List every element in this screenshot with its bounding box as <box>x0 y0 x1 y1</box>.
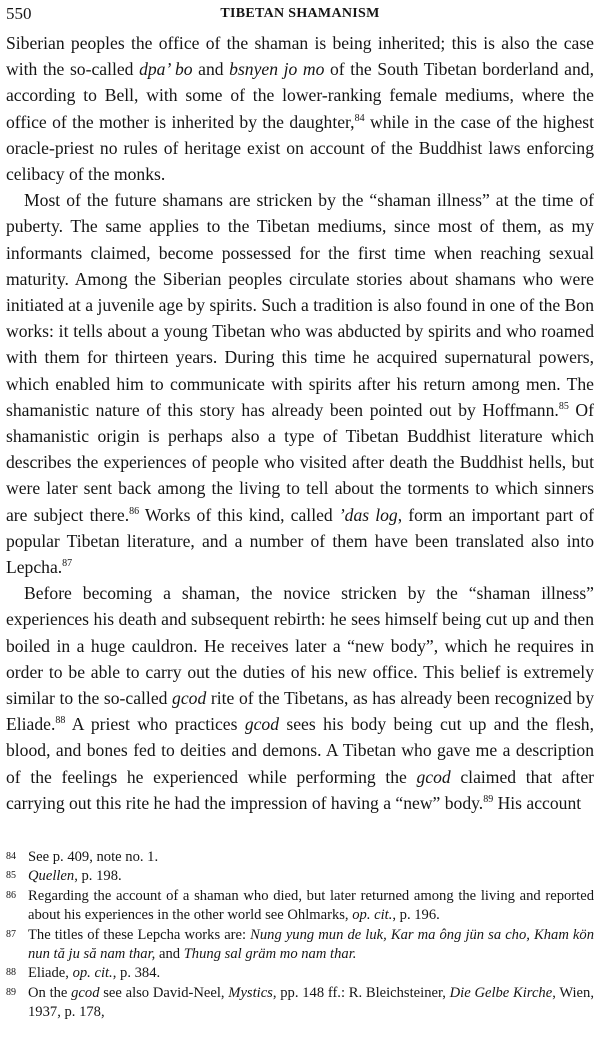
text-run: while in the case of the highest oracle-priest no rules of heritage exist on account of the Buddhist laws enforcing celibacy of the monks. <box>6 111 594 185</box>
footnote-number: 88 <box>6 967 16 979</box>
text-run: rite of the Tibetans, as has already been recognized by Eliade. <box>6 688 594 735</box>
footnotes <box>6 848 594 1023</box>
footnote-number: 86 <box>6 889 16 901</box>
footnote <box>6 848 594 867</box>
text-run: Works of this kind, called <box>139 504 339 525</box>
italic-text: gcod <box>71 984 100 1001</box>
text-run: claimed that after carrying out this rite he had the impression of having a “new” body. <box>6 766 594 813</box>
footnote-number: 87 <box>6 928 16 940</box>
italic-text: gcod <box>416 766 451 787</box>
text-run: sees his body being cut up and the flesh, blood, and bones fed to deities and demons. A Tibetan who gave me a description of the feelings he experienced while performing the <box>6 714 594 787</box>
paragraph <box>6 30 594 187</box>
italic-text: gcod <box>244 714 280 735</box>
text-run: see also David-Neel, <box>99 984 229 1001</box>
text-run: and <box>155 946 184 963</box>
note-ref: 89 <box>483 794 494 806</box>
italic-text: gcod <box>172 688 207 709</box>
text-run: , pp. 148 ff.: R. Bleichsteiner, <box>272 984 450 1001</box>
footnote <box>6 984 594 1023</box>
text-run: of the South Tibetan borderland and, according to Bell, with some of the lower-ranking female mediums, where the office of the mother is inherited by the daughter, <box>6 59 594 132</box>
text-run: Of shamanistic origin is perhaps also a type of Tibetan Buddhist literature which describes the experiences of people who visited after death the Buddhist hells, but were later sent back among the living to tell about the torments to which sinners are subject there. <box>6 399 594 525</box>
note-ref: 88 <box>55 715 66 727</box>
italic-text: Thung sal gräm mo nam thar. <box>183 946 357 963</box>
body-text <box>6 30 594 816</box>
text-run: His account <box>493 792 582 813</box>
note-ref: 84 <box>354 112 365 124</box>
paragraph <box>6 187 594 580</box>
paragraph <box>6 580 594 816</box>
italic-text: op. cit. <box>352 907 393 924</box>
footnote <box>6 887 594 926</box>
page-header <box>6 4 594 28</box>
text-run: Siberian peoples the office of the shaman is being inherited; this is also the case with the so-called <box>6 33 594 80</box>
italic-text: op. cit. <box>72 965 113 982</box>
text-run: See p. 409, note no. 1. <box>28 849 159 865</box>
footnote-number: 85 <box>6 870 16 882</box>
text-run: , Wien, 1937, p. 178, <box>28 984 594 1021</box>
text-run: , p. 196. <box>392 907 440 924</box>
italic-text: Nung yung mun de luk, Kar ma ông jün sa cho, Kham kön nun tă ju să nam thar, <box>28 926 594 963</box>
text-run: A priest who practices <box>65 714 245 735</box>
footnote-number: 84 <box>6 851 16 862</box>
italic-text: dpa’ bo <box>139 59 193 80</box>
text-run: , p. 198. <box>74 868 122 885</box>
text-run: , p. 384. <box>112 965 161 982</box>
text-run: Most of the future shamans are stricken by the “shaman illness” at the time of puberty. The same applies to the Tibetan mediums, since most of them, as my informants claimed, become possessed for the first time when reaching sexual maturity. Among the Siberian peoples circulate stories about shamans who were initiated at a juvenile age by spirits. Such a tradition is also found in one of the Bon works: it tells about a young Tibetan who was abducted by spirits and who roamed with them for thirteen years. During this time he acquired supernatural powers, which enabled him to communicate with spirits after his return among men. The shamanistic nature of this story has already been pointed out by Hoffmann. <box>6 190 594 420</box>
footnote <box>6 867 594 886</box>
page-number: 550 <box>6 4 32 23</box>
text-run: On the <box>28 984 72 1001</box>
text-run: Regarding the account of a shaman who died, but later returned among the living and reported about his experiences in the other world see Ohlmarks, <box>28 887 594 924</box>
note-ref: 86 <box>129 505 140 517</box>
italic-text: Quellen <box>28 868 75 885</box>
text-run: Before becoming a shaman, the novice stricken by the “shaman illness” experiences his death and subsequent rebirth: he sees himself being cut up and then boiled in a huge cauldron. He receives later a “new body”, which he requires in order to be able to carry out the duties of his new office. This belief is extremely similar to the so-called <box>6 583 594 709</box>
footnote <box>6 964 594 983</box>
footnote <box>6 926 594 965</box>
italic-text: Die Gelbe Kirche <box>449 984 553 1001</box>
italic-text: Mystics <box>228 984 273 1001</box>
text-run: Eliade, <box>28 965 73 982</box>
text-run: and <box>192 59 230 80</box>
text-run: The titles of these Lepcha works are: <box>28 926 251 943</box>
running-head: TIBETAN SHAMANISM <box>220 6 380 21</box>
footnote-number: 89 <box>6 986 16 998</box>
italic-text: bsnyen jo mo <box>229 59 325 80</box>
italic-text: ’das log <box>338 504 398 525</box>
note-ref: 87 <box>62 558 73 570</box>
text-run: , form an important part of popular Tibetan literature, and a number of them have been translated also into Lepcha. <box>6 504 594 578</box>
note-ref: 85 <box>558 400 569 412</box>
